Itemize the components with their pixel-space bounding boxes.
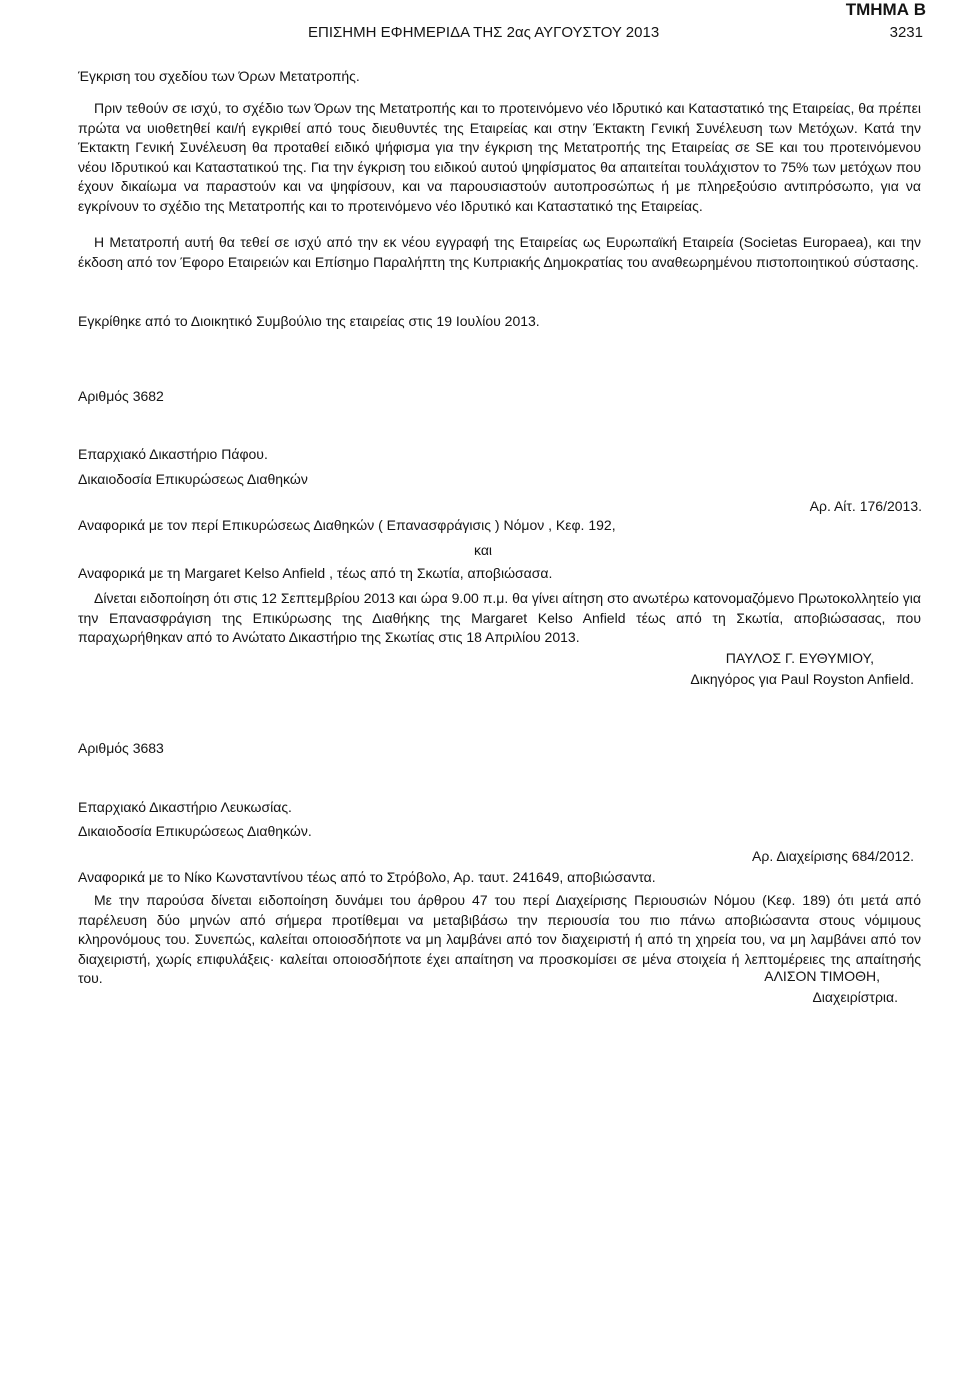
court-name: Επαρχιακό Δικαστήριο Λευκωσίας.	[78, 799, 292, 815]
case-number: Αρ. Αίτ. 176/2013.	[809, 498, 922, 514]
court-name: Επαρχιακό Δικαστήριο Πάφου.	[78, 446, 268, 462]
notice-body: Με την παρούσα δίνεται ειδοποίηση δυνάμει του άρθρου 47 του περί Διαχείρισης Περιουσιών Νόμου (Κεφ. 189) ότι μετά από παρέλευση δύο μηνών από σήμερα προτίθεμαι να μεταβιβάσω την περιουσία του πιο πάνω αποβιώσαντα στους νόμιμους κληρονόμους του. Συνεπώς, καλείται οποιοσδήποτε να μη λαμβάνει από τον διαχειριστή ή από τη χηρεία του, να μη λαμβάνει από τον διαχειριστή, χωρίς επιφυλάξεις· καλείται οποιοσδήποτε έχει απαίτηση να προσκομίσει σε μένα στοιχεία ή λεπτομέρειες της απαίτησής του.	[78, 892, 921, 987]
jurisdiction: Δικαιοδοσία Επικυρώσεως Διαθηκών.	[78, 823, 312, 839]
signer-name: ΑΛΙΣΟΝ ΤΙΜΟΘΗ,	[764, 968, 880, 984]
signer-role: Διαχειρίστρια.	[812, 989, 898, 1005]
section-label: ΤΜΗΜΑ Β	[845, 0, 926, 19]
reference-law: Αναφορικά με τον περί Επικυρώσεως Διαθηκών ( Επανασφράγισις ) Νόμον , Κεφ. 192,	[78, 517, 616, 533]
jurisdiction: Δικαιοδοσία Επικυρώσεως Διαθηκών	[78, 471, 308, 487]
conjunction: και	[474, 542, 493, 558]
signer-name: ΠΑΥΛΟΣ Γ. ΕΥΘΥΜΙΟΥ,	[725, 650, 874, 666]
section-title: Έγκριση του σχεδίου των Όρων Μετατροπής.	[78, 68, 360, 84]
notice-number-3682: Αριθμός 3682	[78, 388, 164, 404]
reference-deceased: Αναφορικά με το Νίκο Κωνσταντίνου τέως από το Στρόβολο, Αρ. ταυτ. 241649, αποβιώσαντα.	[78, 869, 656, 885]
gazette-title: ΕΠΙΣΗΜΗ ΕΦΗΜΕΡΙΔΑ ΤΗΣ 2ας ΑΥΓΟΥΣΤΟΥ 2013	[308, 24, 660, 41]
page-number: 3231	[889, 24, 923, 41]
paragraph-effect: Η Μετατροπή αυτή θα τεθεί σε ισχύ από την εκ νέου εγγραφή της Εταιρείας ως Ευρωπαϊκή Εταιρεία (Societas Europaea), και την έκδοση από τον Έφορο Εταιρειών και Επίσημο Παραλήπτη της Κυπριακής Δημοκρατίας του αναθεωρημένου πιστοποιητικού σύστασης.	[78, 234, 921, 270]
notice-body: Δίνεται ειδοποίηση ότι στις 12 Σεπτεμβρίου 2013 και ώρα 9.00 π.μ. θα γίνει αίτηση στο ανωτέρω κατονομαζόμενο Πρωτοκολλητείο για την Επανασφράγιση της Επικύρωσης της Διαθήκης της Margaret Kelso Anfield τέως από τη Σκωτία, αποβιώσασας, που παραχωρήθηκαν από το Ανώτατο Δικαστήριο της Σκωτίας στις 18 Απριλίου 2013.	[78, 590, 921, 646]
paragraph-approval: Πριν τεθούν σε ισχύ, το σχέδιο των Όρων της Μετατροπής και το προτεινόμενο νέο Ιδρυτικό και Καταστατικό της Εταιρείας, θα πρέπει πρώτα να υιοθετηθεί και/ή εγκριθεί από τους διευθυντές της Εταιρείας και στην Έκτακτη Γενική Συνέλευση των Μετόχων. Κατά την Έκτακτη Γενική Συνέλευση θα προταθεί ειδικό ψήφισμα για την έγκριση της Μετατροπής της Εταιρείας σε SE και του προτεινόμενου νέου Ιδρυτικού και Καταστατικού της. Για την έγκριση του ειδικού αυτού ψηφίσματος θα απαιτείται τουλάχιστον το 75% των μετόχων που έχουν δικαίωμα να παραστούν και να ψηφίσουν, και να παρουσιαστούν αυτοπροσώπως ή με πληρεξούσιο αντιπρόσωπο, για να εγκρίνουν το σχέδιο της Μετατροπής και το προτεινόμενο νέο Ιδρυτικό και Καταστατικό της Εταιρείας.	[78, 100, 921, 214]
approval-date: Εγκρίθηκε από το Διοικητικό Συμβούλιο της εταιρείας στις 19 Ιουλίου 2013.	[78, 313, 540, 329]
case-number: Αρ. Διαχείρισης 684/2012.	[752, 848, 914, 864]
notice-number-3683: Αριθμός 3683	[78, 740, 164, 756]
reference-deceased: Αναφορικά με τη Margaret Kelso Anfield , τέως από τη Σκωτία, αποβιώσασα.	[78, 565, 553, 581]
signer-role: Δικηγόρος για Paul Royston Anfield.	[690, 671, 914, 687]
